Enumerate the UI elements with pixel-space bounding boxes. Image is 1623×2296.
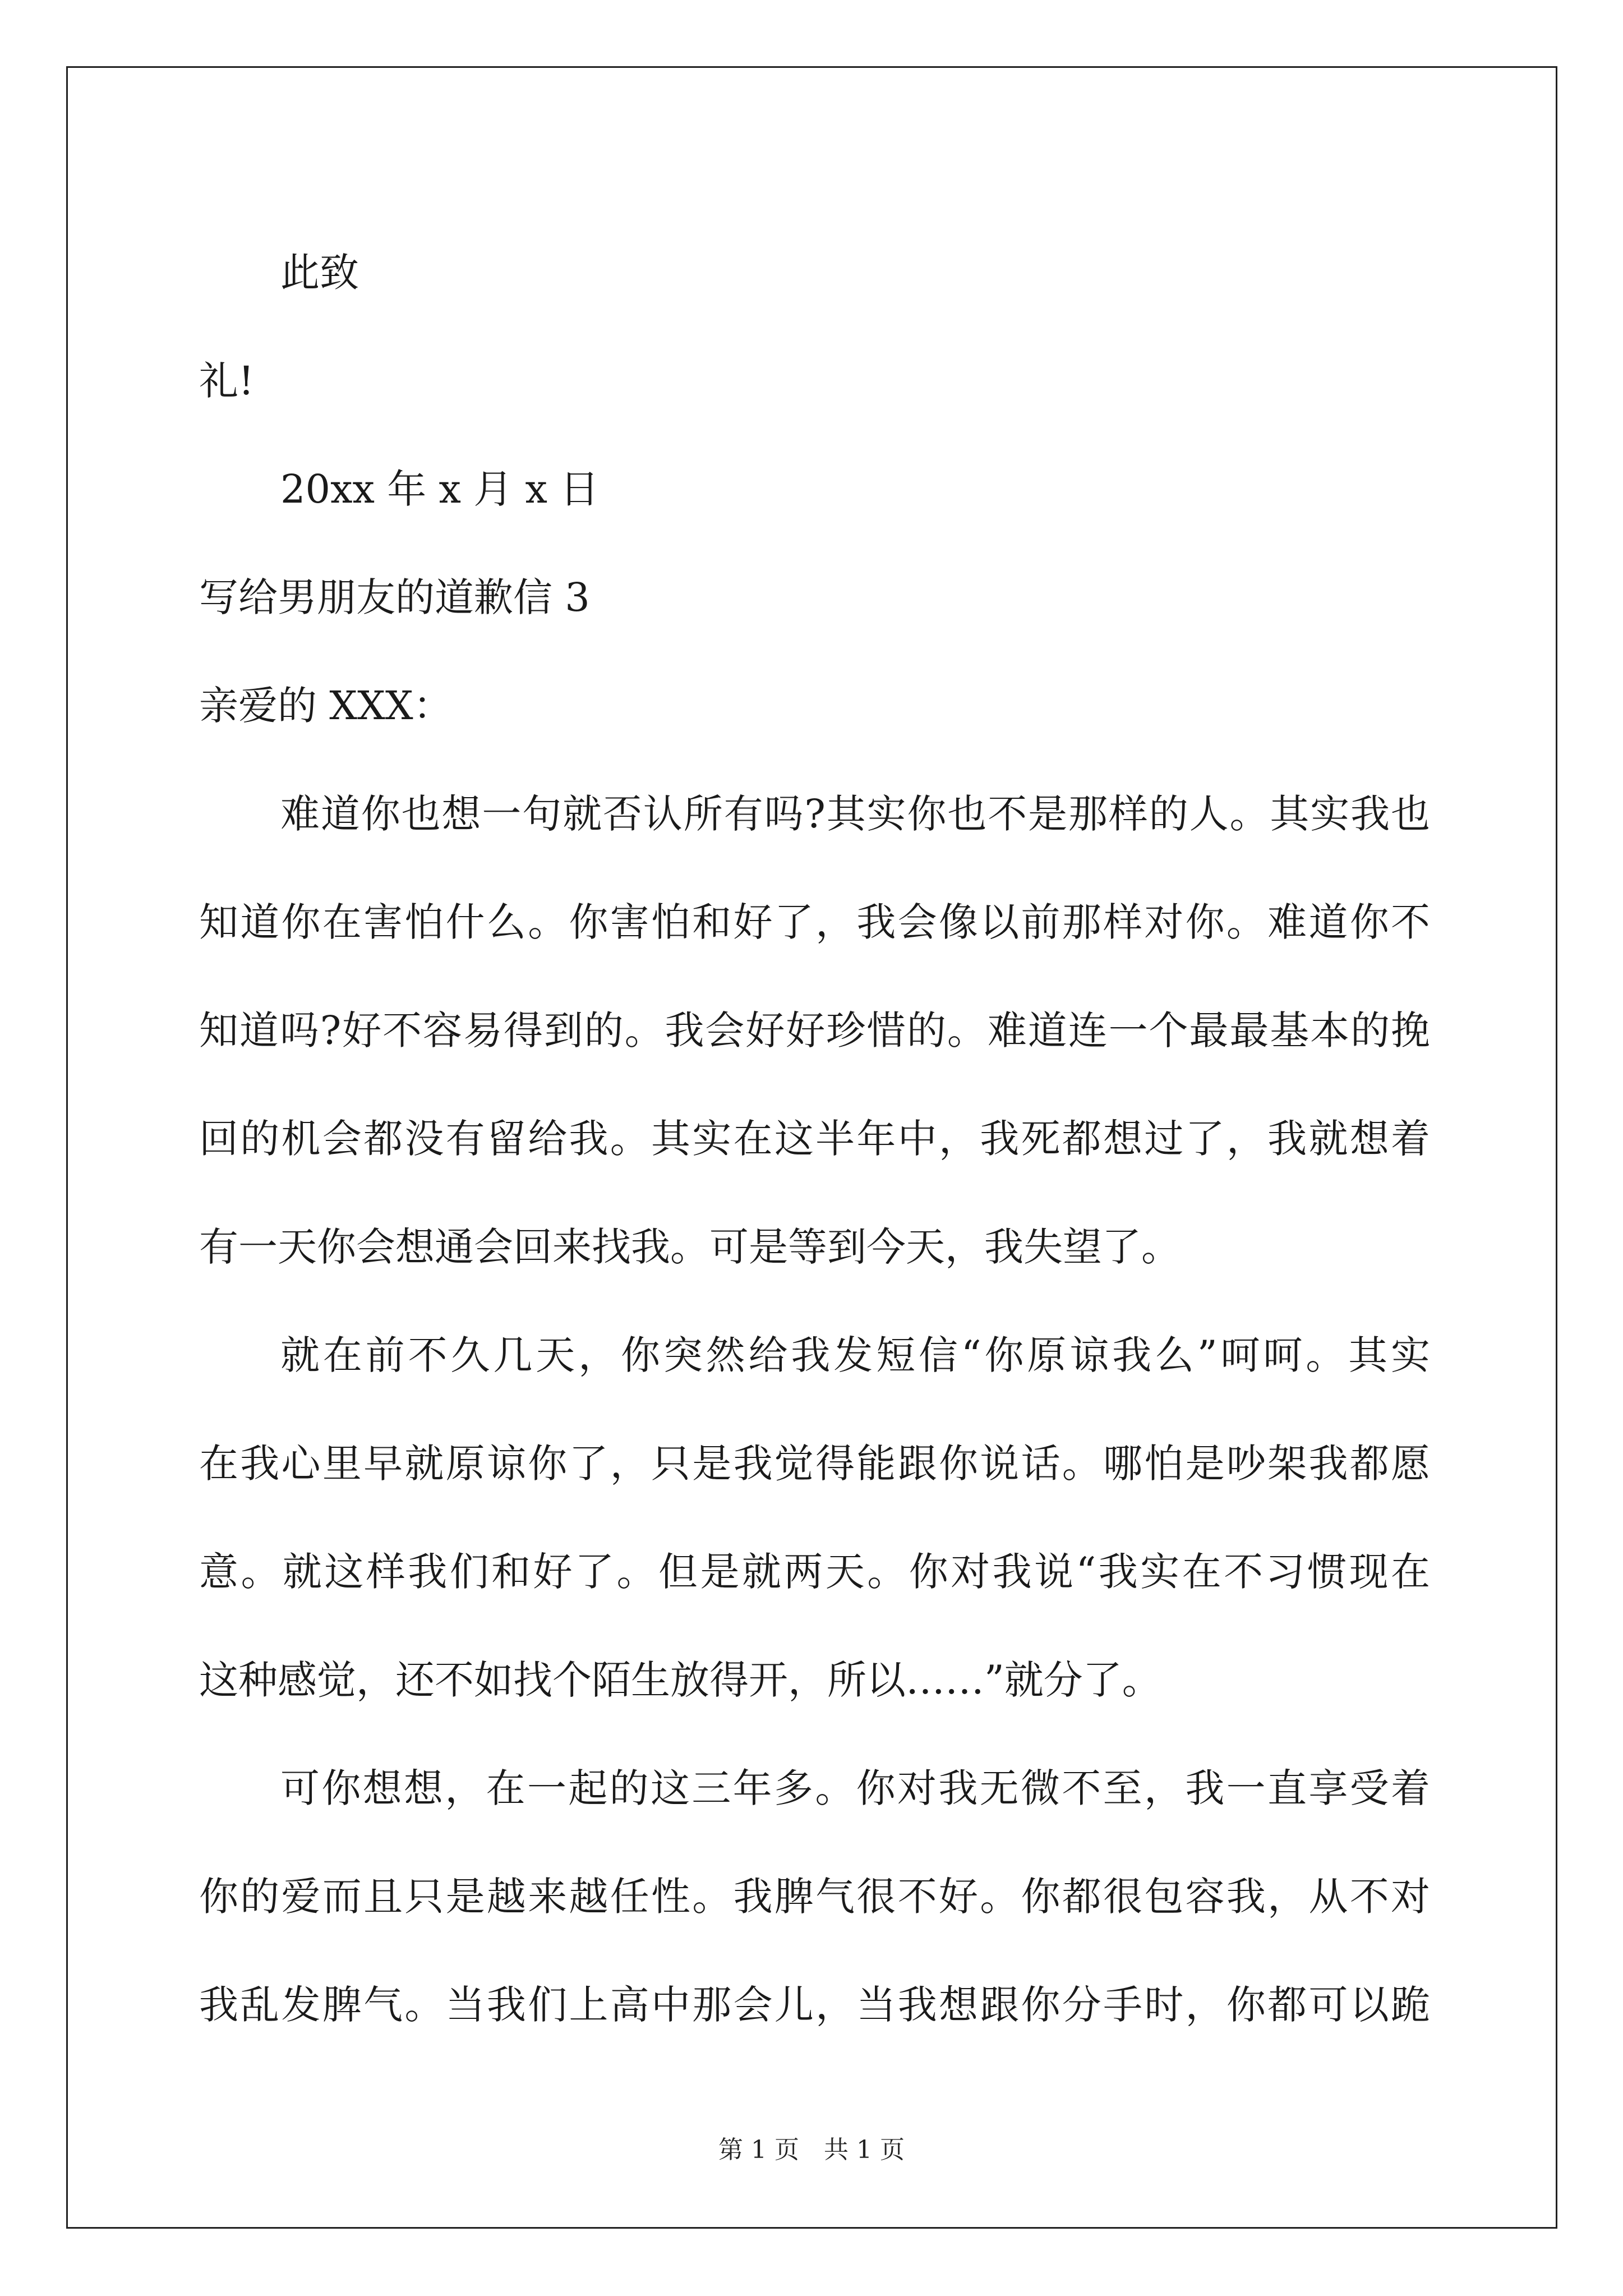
paragraph-line: 知道吗?好不容易得到的。我会好好珍惜的。难道连一个最最基本的挽	[199, 1007, 1430, 1053]
paragraph-line: 在我心里早就原谅你了，只是我觉得能跟你说话。哪怕是吵架我都愿	[199, 1441, 1430, 1487]
paragraph-line: 可你想想，在一起的这三年多。你对我无微不至，我一直享受着	[280, 1765, 1430, 1811]
paragraph-line: 就在前不久几天，你突然给我发短信“你原谅我么”呵呵。其实	[280, 1332, 1430, 1378]
greeting-line: 亲爱的 XXX：	[199, 683, 453, 729]
letter-body	[199, 219, 1430, 2059]
paragraph-line: 回的机会都没有留给我。其实在这半年中，我死都想过了，我就想着	[199, 1116, 1430, 1162]
paragraph-line: 你的爱而且只是越来越任性。我脾气很不好。你都很包容我，从不对	[199, 1874, 1430, 1920]
paragraph-line: 知道你在害怕什么。你害怕和好了，我会像以前那样对你。难道你不	[199, 899, 1430, 945]
paragraph-line: 意。就这样我们和好了。但是就两天。你对我说“我实在不习惯现在	[199, 1549, 1430, 1595]
paragraph-line: 有一天你会想通会回来找我。可是等到今天，我失望了。	[199, 1224, 1181, 1270]
salute-line: 礼!	[199, 358, 255, 404]
paragraph-line: 难道你也想一句就否认所有吗?其实你也不是那样的人。其实我也	[280, 791, 1430, 837]
date-line: 20xx 年 x 月 x 日	[280, 466, 600, 512]
paragraph-line: 这种感觉，还不如找个陌生放得开，所以……”就分了。	[199, 1657, 1161, 1703]
paragraph-line: 我乱发脾气。当我们上高中那会儿，当我想跟你分手时，你都可以跪	[199, 1982, 1430, 2028]
closing-line: 此致	[280, 250, 359, 296]
page-footer: 第 1 页 共 1 页	[718, 2136, 905, 2164]
letter-title: 写给男朋友的道歉信 3	[199, 574, 590, 620]
